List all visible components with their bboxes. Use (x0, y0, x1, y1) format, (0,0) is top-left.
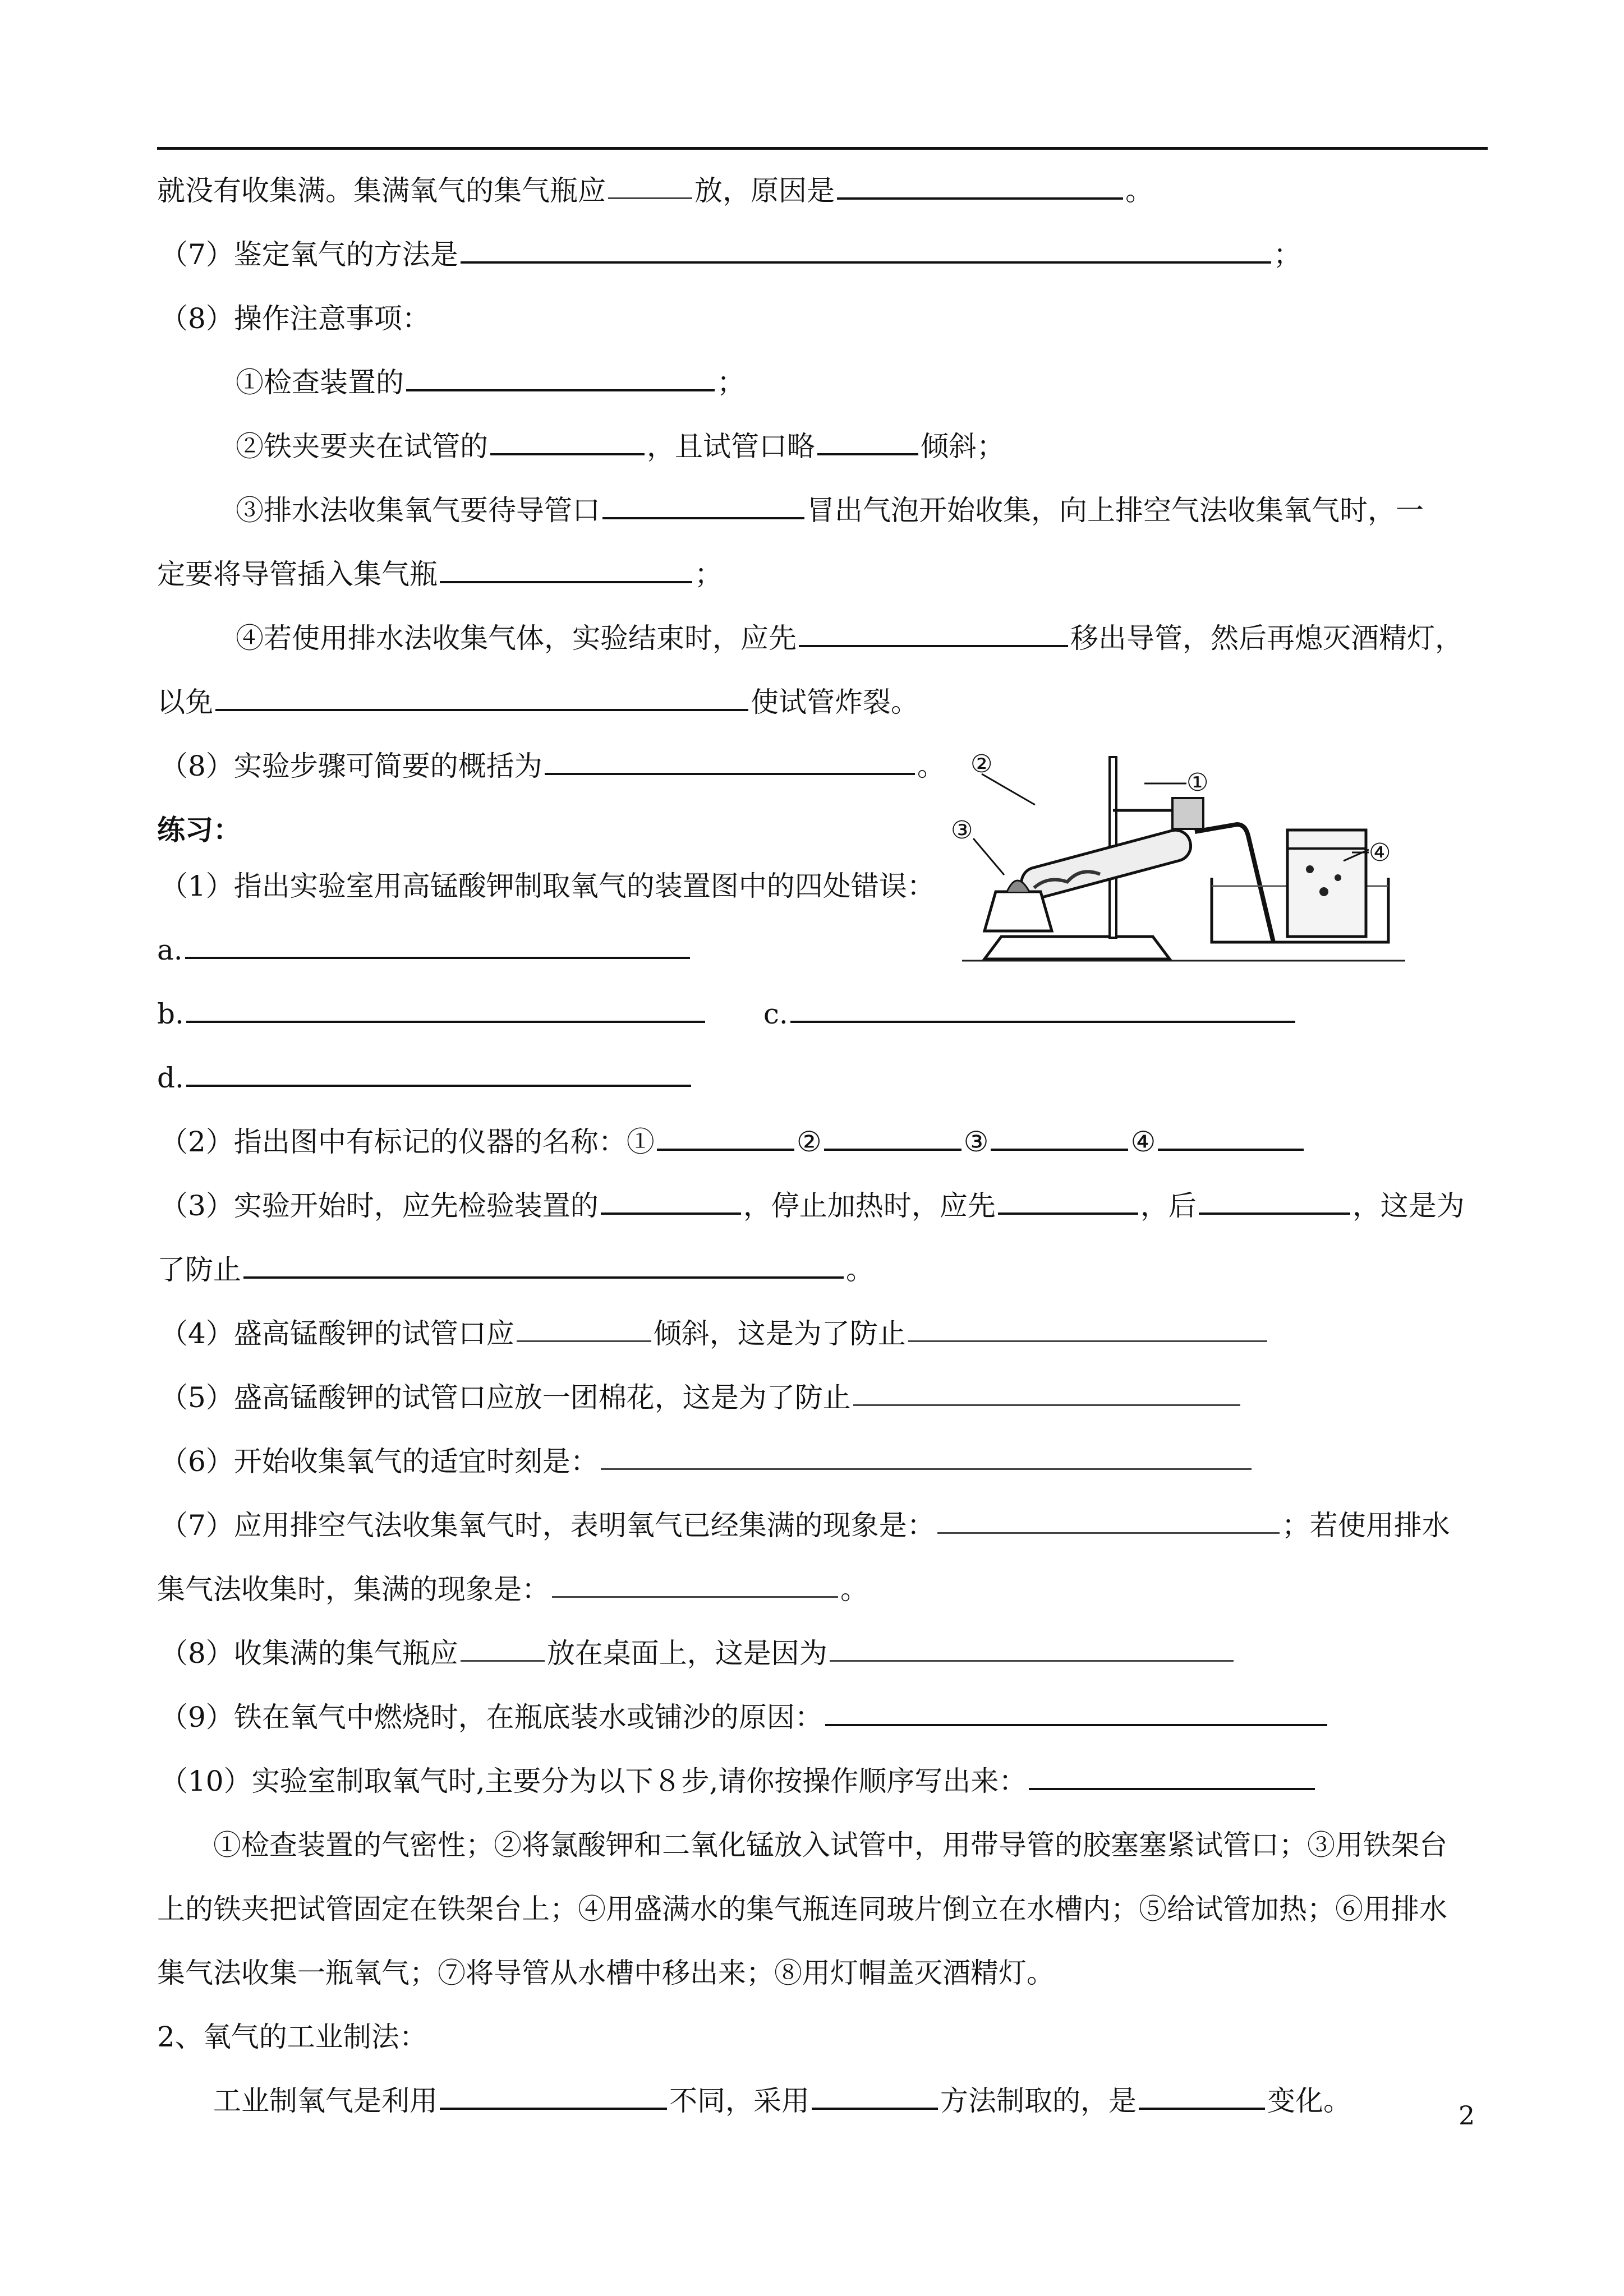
text-line: 以免 使试管炸裂。 (0, 670, 1624, 735)
answer-blank[interactable] (991, 1109, 1128, 1151)
answer-blank[interactable] (1139, 2068, 1265, 2110)
answer-blank[interactable] (817, 414, 918, 455)
text-line: （10）实验室制取氧气时,主要分为以下８步,请你按操作顺序写出来： (0, 1749, 1624, 1814)
answer-blank[interactable] (406, 350, 715, 391)
answer-blank[interactable] (602, 478, 804, 519)
text-line: 了防止 。 (0, 1237, 1624, 1302)
answer-blank[interactable] (824, 1109, 961, 1151)
text-line: （1）指出实验室用高锰酸钾制取氧气的装置图中的四处错误： (160, 870, 935, 902)
text-line: ②铁夹要夹在试管的 ，且试管口略 倾斜； (0, 414, 1624, 479)
stand-base (984, 937, 1170, 959)
text-line: b. c. (0, 981, 1624, 1046)
answer-blank[interactable] (853, 1365, 1240, 1406)
answer-blank[interactable] (461, 222, 1271, 264)
delivery-tube (1195, 824, 1273, 942)
text-line: （9）铁在氧气中燃烧时，在瓶底装水或铺沙的原因： (0, 1685, 1624, 1750)
text-line: （5）盛高锰酸钾的试管口应放一团棉花，这是为了防止 (0, 1365, 1624, 1430)
answer-blank[interactable] (186, 981, 705, 1023)
header-rule (157, 147, 1488, 150)
answer-blank[interactable] (517, 1301, 651, 1342)
text-line: ③排水法收集氧气要待导管口 冒出气泡开始收集，向上排空气法收集氧气时，一 (0, 478, 1624, 543)
text-line: （2）指出图中有标记的仪器的名称：① ② ③ ④ (0, 1109, 1624, 1174)
text-line: （4）盛高锰酸钾的试管口应 倾斜，这是为了防止 (0, 1301, 1624, 1366)
answer-blank[interactable] (1158, 1109, 1304, 1151)
text-line: 集气法收集时，集满的现象是： 。 (0, 1557, 1624, 1622)
test-tube (1018, 827, 1194, 901)
gas-bottle (1287, 830, 1366, 937)
answer-blank[interactable] (830, 1621, 1234, 1662)
answer-blank[interactable] (461, 1621, 545, 1662)
answer-blank[interactable] (186, 1045, 691, 1087)
section-heading: 练习： (157, 813, 241, 846)
answer-blank[interactable] (608, 158, 692, 199)
answer-blank[interactable] (908, 1301, 1267, 1342)
answer-blank[interactable] (601, 1429, 1252, 1470)
alcohol-lamp (984, 892, 1052, 931)
text-line: 工业制氧气是利用 不同，采用 方法制取的，是 变化。 (0, 2068, 1624, 2133)
text-line: （8）操作注意事项： (160, 302, 430, 335)
label-2: ② (970, 750, 993, 778)
section-heading: 2、氧气的工业制法： (157, 2021, 427, 2053)
text-line: 集气法收集一瓶氧气；⑦将导管从水槽中移出来；⑧用灯帽盖灭酒精灯。 (157, 1957, 1055, 1989)
text-line: ①检查装置的气密性；②将氯酸钾和二氧化锰放入试管中，用带导管的胶塞塞紧试管口；③用铁架台 (213, 1829, 1447, 1861)
page-number: 2 (1459, 2100, 1475, 2131)
answer-blank[interactable] (998, 1173, 1138, 1215)
answer-blank[interactable] (812, 2068, 938, 2110)
answer-blank[interactable] (1199, 1173, 1350, 1215)
text-line: （8）收集满的集气瓶应 放在桌面上，这是因为 (0, 1621, 1624, 1686)
text-line: （6）开始收集氧气的适宜时刻是： (0, 1429, 1624, 1494)
answer-blank[interactable] (799, 606, 1068, 647)
text-line: 上的铁夹把试管固定在铁架台上；④用盛满水的集气瓶连同玻片倒立在水槽内；⑤给试管加热；⑥用排水 (157, 1893, 1447, 1925)
text-line: a. (0, 918, 1624, 983)
answer-blank[interactable] (490, 414, 645, 455)
text-line: （3）实验开始时，应先检验装置的 ，停止加热时，应先 ，后 ，这是为 (0, 1173, 1624, 1238)
answer-blank[interactable] (657, 1109, 794, 1151)
answer-blank[interactable] (790, 981, 1295, 1023)
answer-blank[interactable] (825, 1685, 1327, 1726)
answer-blank[interactable] (545, 734, 915, 775)
answer-blank[interactable] (1029, 1749, 1315, 1790)
clamp (1172, 798, 1203, 829)
apparatus-diagram (951, 749, 1411, 962)
answer-blank[interactable] (215, 670, 748, 711)
text-line: ④若使用排水法收集气体，实验结束时，应先 移出导管，然后再熄灭酒精灯， (0, 606, 1624, 671)
answer-blank[interactable] (601, 1173, 741, 1215)
text-line: 就没有收集满。集满氧气的集气瓶应 放，原因是 。 (0, 158, 1624, 223)
text-line: （7）应用排空气法收集氧气时，表明氧气已经集满的现象是： ；若使用排水 (0, 1493, 1624, 1558)
text-line: 定要将导管插入集气瓶 ； (0, 542, 1624, 607)
answer-blank[interactable] (440, 2068, 667, 2110)
answer-blank[interactable] (243, 1237, 844, 1279)
text-line: （7）鉴定氧气的方法是 ； (0, 222, 1624, 287)
answer-blank[interactable] (837, 158, 1123, 200)
text-line: d. (0, 1045, 1624, 1110)
label-1: ① (1186, 768, 1209, 797)
label-4: ④ (1369, 838, 1391, 867)
label-3: ③ (951, 816, 973, 845)
text-line: ①检查装置的 ； (0, 350, 1624, 415)
answer-blank[interactable] (937, 1493, 1280, 1534)
answer-blank[interactable] (552, 1557, 838, 1598)
answer-blank[interactable] (440, 542, 692, 583)
text-line: （8）实验步骤可简要的概括为 。 (0, 734, 1624, 799)
answer-blank[interactable] (185, 918, 690, 959)
